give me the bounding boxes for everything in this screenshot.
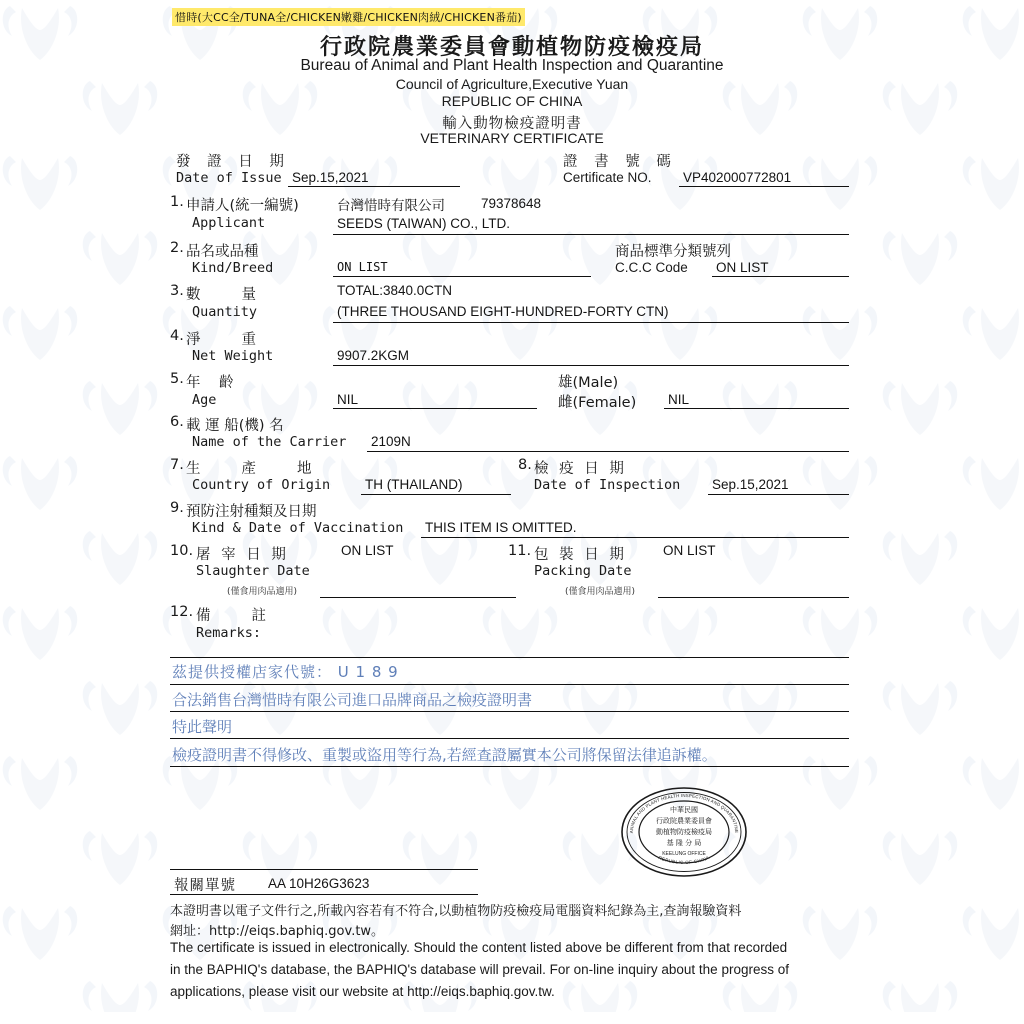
rule-remarks-3 xyxy=(170,711,849,712)
footer-en-line-2: in the BAPHIQ's database, the BAPHIQ's database will prevail. For on-line inquiry about the progress of xyxy=(170,962,789,977)
ccc-code-label-en: C.C.C Code xyxy=(615,260,688,275)
quantity-value-line1: TOTAL:3840.0CTN xyxy=(337,283,453,298)
carrier-value: 2109N xyxy=(371,434,411,449)
applicant-label-en: Applicant xyxy=(192,215,266,231)
remarks-label-cn: 備 註 xyxy=(196,608,270,624)
document-title-en: VETERINARY CERTIFICATE xyxy=(420,130,604,146)
official-seal xyxy=(620,786,748,878)
vaccination-label-cn: 預防注射種類及日期 xyxy=(186,504,317,520)
slaughter-num: 10. xyxy=(170,543,194,559)
applicant-num: 1. xyxy=(170,194,184,210)
document-title-cn: 輸入動物檢疫證明書 xyxy=(442,116,582,132)
svg-text:KEELUNG OFFICE: KEELUNG OFFICE xyxy=(662,851,706,857)
country-label-cn: 生 產 地 xyxy=(186,461,316,477)
slaughter-label-cn: 屠 宰 日 期 xyxy=(196,547,289,563)
age-female-value: NIL xyxy=(668,392,690,407)
footer-cn-line-1: 本證明書以電子文件行之,所載內容若有不符合,以動植物防疫檢疫局電腦資料紀錄為主,查詢報驗資料 xyxy=(170,904,742,919)
rule-ccc-code xyxy=(712,276,849,277)
svg-text:中華民國: 中華民國 xyxy=(670,806,698,814)
kind-breed-label-cn: 品名或品種 xyxy=(186,244,259,260)
rule-date-of-issue xyxy=(288,186,460,187)
applicant-label-cn: 申請人(統一編號) xyxy=(186,198,299,214)
net-weight-label-cn: 淨 重 xyxy=(186,332,260,348)
rule-net-weight xyxy=(333,365,849,366)
rule-vaccination xyxy=(421,537,849,538)
ccc-code-label-cn: 商品標準分類號列 xyxy=(615,244,731,260)
inspection-label-cn: 檢 疫 日 期 xyxy=(534,461,627,477)
remarks-line-2: 合法銷售台灣惜時有限公司進口品牌商品之檢疫證明書 xyxy=(172,691,533,709)
footer-en-line-3: applications, please visit our website at http://eiqs.baphiq.gov.tw. xyxy=(170,984,555,999)
date-of-issue-label-en: Date of Issue xyxy=(176,170,282,186)
quantity-value-line2: (THREE THOUSAND EIGHT-HUNDRED-FORTY CTN) xyxy=(337,304,669,319)
agency-subtitle-en: Council of Agriculture,Executive Yuan xyxy=(395,76,629,92)
rule-remarks-1 xyxy=(170,657,849,658)
certificate-no-label-en: Certificate NO. xyxy=(563,170,652,185)
rule-remarks-2 xyxy=(170,684,849,685)
country-line: REPUBLIC OF CHINA xyxy=(441,93,583,109)
date-of-issue-value: Sep.15,2021 xyxy=(292,170,369,185)
carrier-label-cn: 載 運 船(機) 名 xyxy=(186,418,284,434)
quantity-num: 3. xyxy=(170,283,184,299)
declaration-no-label: 報關單號 xyxy=(174,878,236,894)
rule-quantity xyxy=(333,322,849,323)
kind-breed-label-en: Kind/Breed xyxy=(192,260,274,276)
remarks-line-3: 特此聲明 xyxy=(172,718,233,736)
svg-text:基 隆 分 局: 基 隆 分 局 xyxy=(666,839,702,847)
product-banner: 惜時(大CC全/TUNA全/CHICKEN嫩雞/CHICKEN肉絨/CHICKEN番茄) xyxy=(172,8,525,26)
rule-declaration-bottom xyxy=(170,894,478,895)
rule-age xyxy=(333,408,537,409)
packing-num: 11. xyxy=(508,543,532,559)
age-label-en: Age xyxy=(192,392,217,408)
country-value: TH (THAILAND) xyxy=(365,477,463,492)
age-value: NIL xyxy=(337,392,359,407)
applicant-tax-id: 79378648 xyxy=(481,196,542,211)
rule-carrier xyxy=(367,451,849,452)
rule-applicant xyxy=(333,234,849,235)
rule-packing xyxy=(658,597,849,598)
remarks-num: 12. xyxy=(170,604,194,620)
country-label-en: Country of Origin xyxy=(192,477,331,493)
inspection-label-en: Date of Inspection xyxy=(534,477,681,493)
packing-value: ON LIST xyxy=(663,543,716,558)
country-num: 7. xyxy=(170,457,184,473)
carrier-label-en: Name of the Carrier xyxy=(192,434,347,450)
carrier-num: 6. xyxy=(170,414,184,430)
slaughter-note: (僅食用肉品適用) xyxy=(227,587,298,597)
ccc-code-value: ON LIST xyxy=(716,260,769,275)
agency-title-cn: 行政院農業委員會動植物防疫檢疫局 xyxy=(319,35,704,60)
remarks-line-4: 檢疫證明書不得修改、重製或盜用等行為,若經查證屬實本公司將保留法律追訴權。 xyxy=(172,746,717,764)
certificate-no-label-cn: 證 書 號 碼 xyxy=(563,154,677,170)
quantity-label-en: Quantity xyxy=(192,304,258,320)
net-weight-label-en: Net Weight xyxy=(192,348,274,364)
rule-remarks-4 xyxy=(170,738,849,739)
date-of-issue-label-cn: 發 證 日 期 xyxy=(176,154,290,170)
inspection-value: Sep.15,2021 xyxy=(712,477,789,492)
rule-age-female xyxy=(664,408,849,409)
svg-text:ANIMAL AND PLANT HEALTH INSPEC: ANIMAL AND PLANT HEALTH INSPECTION AND QUARANTINE xyxy=(628,792,740,834)
packing-note: (僅食用肉品適用) xyxy=(565,587,636,597)
rule-declaration-top xyxy=(170,869,478,870)
net-weight-num: 4. xyxy=(170,328,184,344)
footer-en-line-1: The certificate is issued in electronically. Should the content listed above be different from that recorded xyxy=(170,940,788,955)
slaughter-value: ON LIST xyxy=(341,543,394,558)
net-weight-value: 9907.2KGM xyxy=(337,348,410,363)
vaccination-value: THIS ITEM IS OMITTED. xyxy=(425,520,577,535)
svg-text:行政院農業委員會: 行政院農業委員會 xyxy=(656,817,712,825)
rule-inspection xyxy=(708,494,849,495)
footer-cn-line-2: 網址：http://eiqs.baphiq.gov.tw。 xyxy=(170,924,385,939)
applicant-name-en: SEEDS (TAIWAN) CO., LTD. xyxy=(337,216,511,231)
rule-kind-breed xyxy=(333,276,591,277)
kind-breed-value: ON LIST xyxy=(337,260,388,274)
rule-certificate-no xyxy=(679,186,849,187)
kind-breed-num: 2. xyxy=(170,240,184,256)
bottom-strip xyxy=(0,1012,1024,1024)
declaration-no-value: AA 10H26G3623 xyxy=(268,876,370,891)
rule-remarks-5 xyxy=(170,766,849,767)
certificate-no-value: VP402000772801 xyxy=(683,170,792,185)
packing-label-en: Packing Date xyxy=(534,563,632,579)
svg-text:REPUBLIC OF CHINA: REPUBLIC OF CHINA xyxy=(657,855,711,866)
remarks-label-en: Remarks: xyxy=(196,625,262,641)
packing-label-cn: 包 裝 日 期 xyxy=(534,547,627,563)
quantity-label-cn: 數 量 xyxy=(186,287,260,303)
remarks-line-1: 茲提供授權店家代號： U 1 8 9 xyxy=(172,663,399,681)
rule-slaughter xyxy=(320,597,516,598)
inspection-num: 8. xyxy=(518,457,532,473)
svg-text:動植物防疫檢疫局: 動植物防疫檢疫局 xyxy=(656,828,712,836)
female-label: 雌(Female) xyxy=(558,395,637,411)
agency-title-en: Bureau of Animal and Plant Health Inspection and Quarantine xyxy=(300,57,724,74)
slaughter-label-en: Slaughter Date xyxy=(196,563,310,579)
vaccination-label-en: Kind & Date of Vaccination xyxy=(192,520,404,536)
age-num: 5. xyxy=(170,371,184,387)
rule-country xyxy=(361,494,511,495)
applicant-name-cn: 台灣惜時有限公司 xyxy=(337,198,445,213)
male-label: 雄(Male) xyxy=(558,375,619,391)
vaccination-num: 9. xyxy=(170,500,184,516)
age-label-cn: 年 齡 xyxy=(186,375,236,391)
